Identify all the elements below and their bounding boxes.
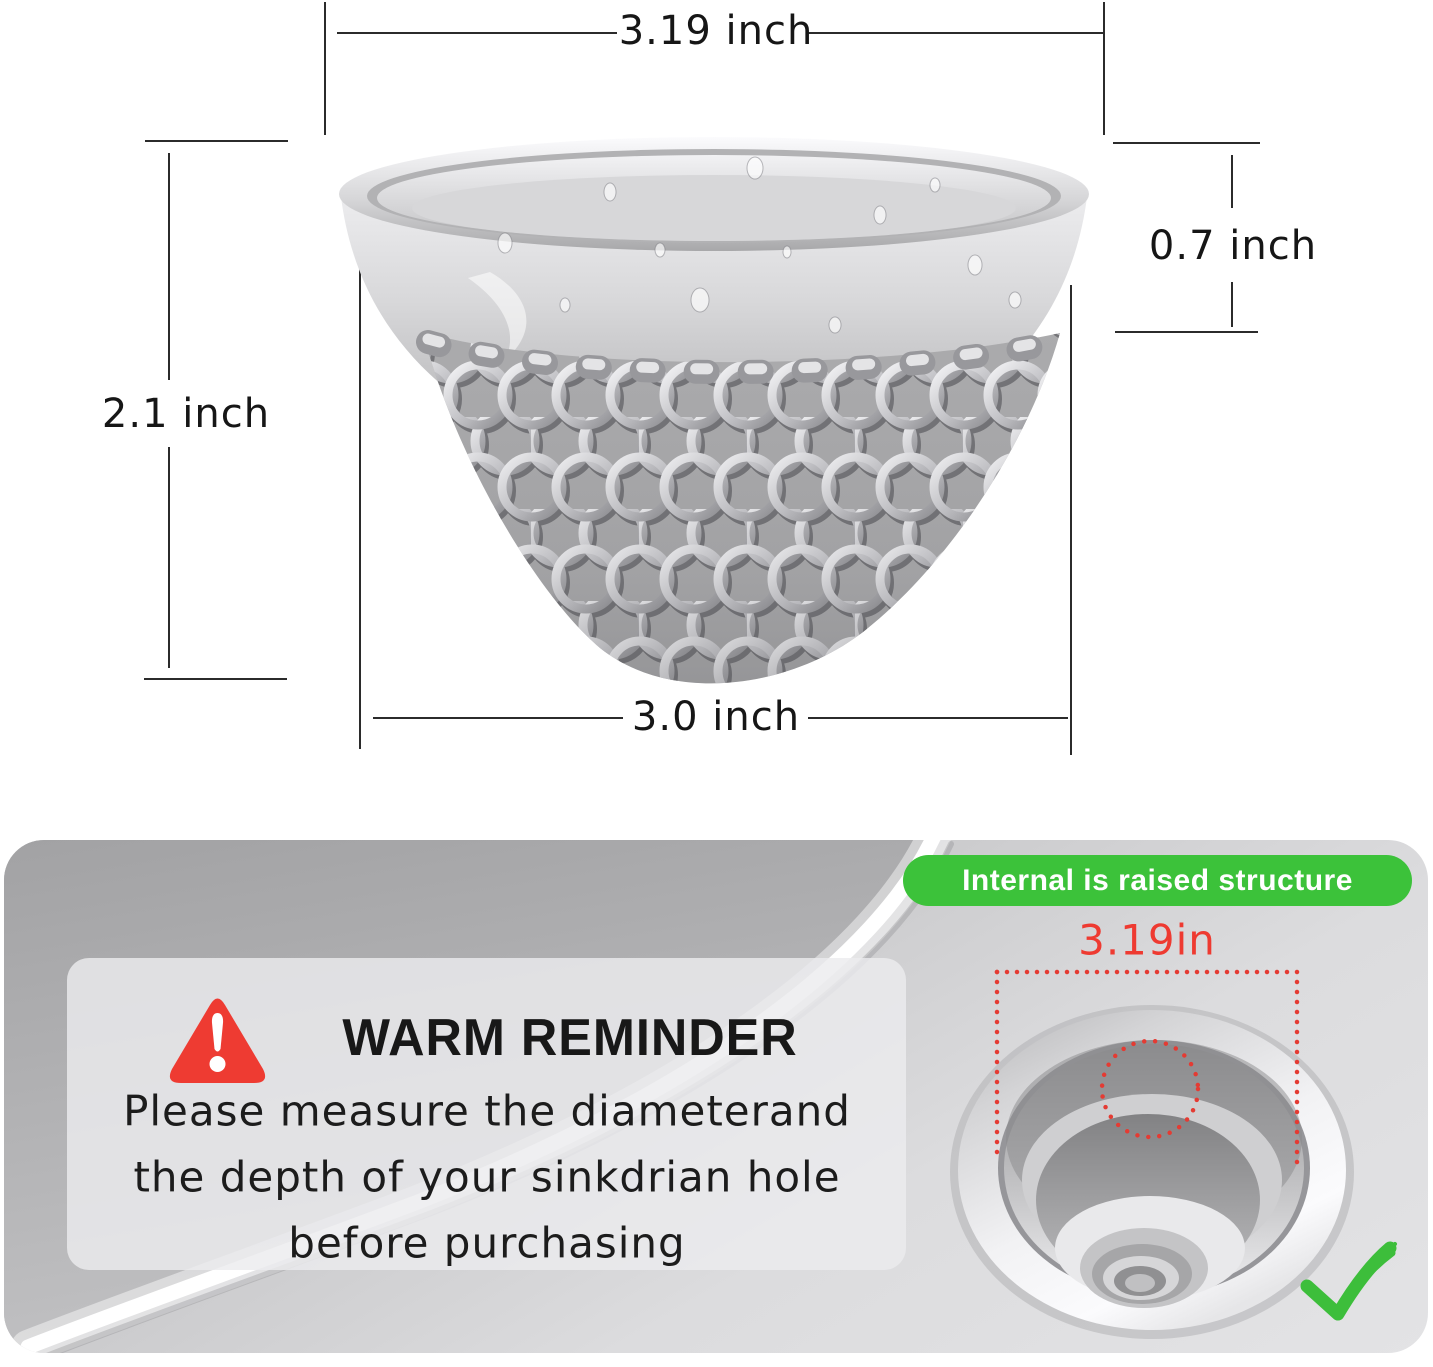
rim-depth-line-bottom	[1115, 331, 1258, 333]
warm-reminder-card	[67, 958, 906, 1270]
sink-drain-photo	[950, 1005, 1354, 1339]
strainer-product-image	[320, 120, 1110, 700]
top-width-tick-left	[324, 2, 326, 135]
rim-depth-line-top	[1113, 142, 1260, 144]
height-arrow-bottom	[168, 447, 170, 668]
height-arrow-top	[168, 153, 170, 380]
drain-size-annotation-label: 3.19in	[1078, 915, 1216, 965]
reminder-line-3: before purchasing	[288, 1218, 686, 1268]
rim-depth-arrow-bottom	[1231, 282, 1233, 327]
mesh-width-label: 3.0 inch	[631, 694, 801, 740]
height-tick-top	[145, 140, 288, 142]
top-width-tick-right	[1103, 2, 1105, 135]
height-label: 2.1 inch	[101, 391, 271, 437]
top-width-label: 3.19 inch	[618, 8, 814, 54]
reminder-panel	[4, 840, 1428, 1353]
rim-depth-label: 0.7 inch	[1148, 223, 1318, 269]
mesh-width-line-left	[373, 717, 623, 719]
reminder-line-1: Please measure the diameterand	[123, 1086, 851, 1136]
chainmail-mesh	[423, 332, 1060, 683]
mesh-width-line-right	[808, 717, 1068, 719]
height-tick-bottom	[144, 678, 287, 680]
warning-triangle-icon	[165, 993, 270, 1087]
reminder-line-2: the depth of your sinkdrian hole	[133, 1152, 841, 1202]
reminder-title: WARM REMINDER	[342, 1009, 798, 1067]
top-width-line-right	[806, 32, 1105, 34]
rim-depth-arrow-top	[1231, 155, 1233, 208]
top-width-line-left	[337, 32, 617, 34]
raised-structure-badge: Internal is raised structure	[903, 855, 1412, 906]
